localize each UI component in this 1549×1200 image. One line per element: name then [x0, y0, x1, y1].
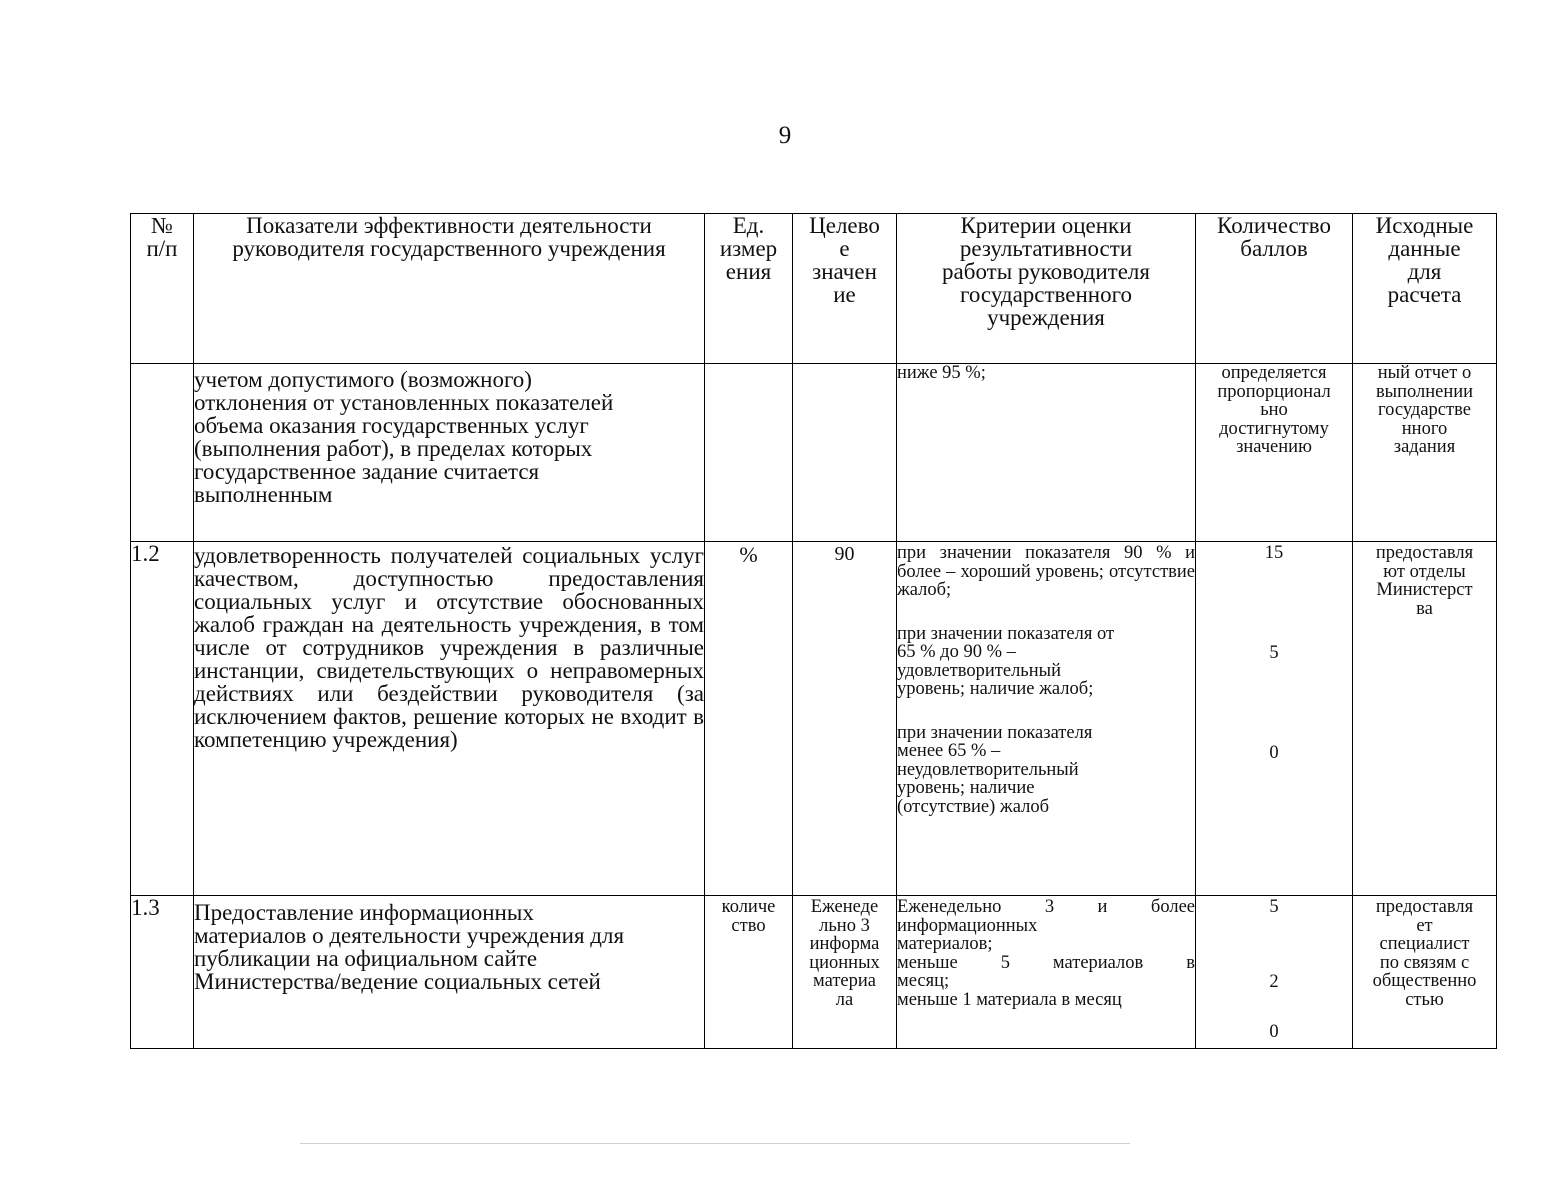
header-num: № п/п	[131, 214, 194, 364]
header-unit: Ед. измер ения	[705, 214, 793, 364]
table-row	[131, 542, 1497, 896]
table-row	[131, 364, 1497, 542]
row-indicator: учетом допустимого (возможного) отклонения от установленных показателей объема оказания государственных услуг (выполнения работ), в пределах которых государственное задание считается выполненным	[194, 364, 705, 542]
table-header-row	[131, 214, 1497, 364]
row-unit	[705, 364, 793, 542]
header-target: Целево е значен ие	[793, 214, 897, 364]
row-target	[793, 364, 897, 542]
header-criteria: Критерии оценки результативности работы руководителя государственного учреждения	[897, 214, 1196, 364]
row-target: Еженеде льно 3 информа ционных материа ла	[793, 896, 897, 1049]
row-num: 1.2	[131, 542, 194, 896]
header-indicator: Показатели эффективности деятельности руководителя государственного учреждения	[194, 214, 705, 364]
table-row	[131, 896, 1497, 1049]
row-unit: %	[705, 542, 793, 896]
row-criteria: при значении показателя 90 % и более – хороший уровень; отсутствие жалоб; при значении показателя от 65 % до 90 % – удовлетворительный уровень; наличие жалоб; при значении показателя менее 65 % – неудовлетворительный уровень; наличие (отсутствие) жалоб	[897, 542, 1196, 896]
page-number: 9	[778, 122, 792, 149]
row-indicator: удовлетворенность получателей социальных услуг качеством, доступностью предоставления социальных услуг и отсутствие обоснованных жалоб граждан на деятельность учреждения, в том числе от сотрудников учреждения в различные инстанции, свидетельствующих о неправомерных действиях или бездействии руководителя (за исключением фактов, решение которых не входит в компетенцию учреждения)	[194, 542, 705, 896]
row-num: 1.3	[131, 896, 194, 1049]
row-target: 90	[793, 542, 897, 896]
row-num	[131, 364, 194, 542]
row-source: ный отчет о выполнении государстве нного задания	[1353, 364, 1497, 542]
row-points: 5 2 0	[1196, 896, 1353, 1049]
row-criteria: Еженедельно 3 и более информационных материалов; меньше 5 материалов в месяц; меньше 1 материала в месяц	[897, 896, 1196, 1049]
header-source: Исходные данные для расчета	[1353, 214, 1497, 364]
row-indicator: Предоставление информационных материалов о деятельности учреждения для публикации на официальном сайте Министерства/ведение социальных сетей	[194, 896, 705, 1049]
scan-artifact-line	[300, 1143, 1130, 1144]
indicators-table	[130, 213, 1497, 1049]
row-source: предоставля ет специалист по связям с общественно стью	[1353, 896, 1497, 1049]
row-points: 15 5 0	[1196, 542, 1353, 896]
row-unit: количе ство	[705, 896, 793, 1049]
header-points: Количество баллов	[1196, 214, 1353, 364]
row-source: предоставля ют отделы Министерст ва	[1353, 542, 1497, 896]
row-points: определяется пропорционал ьно достигнутому значению	[1196, 364, 1353, 542]
row-criteria: ниже 95 %;	[897, 364, 1196, 542]
